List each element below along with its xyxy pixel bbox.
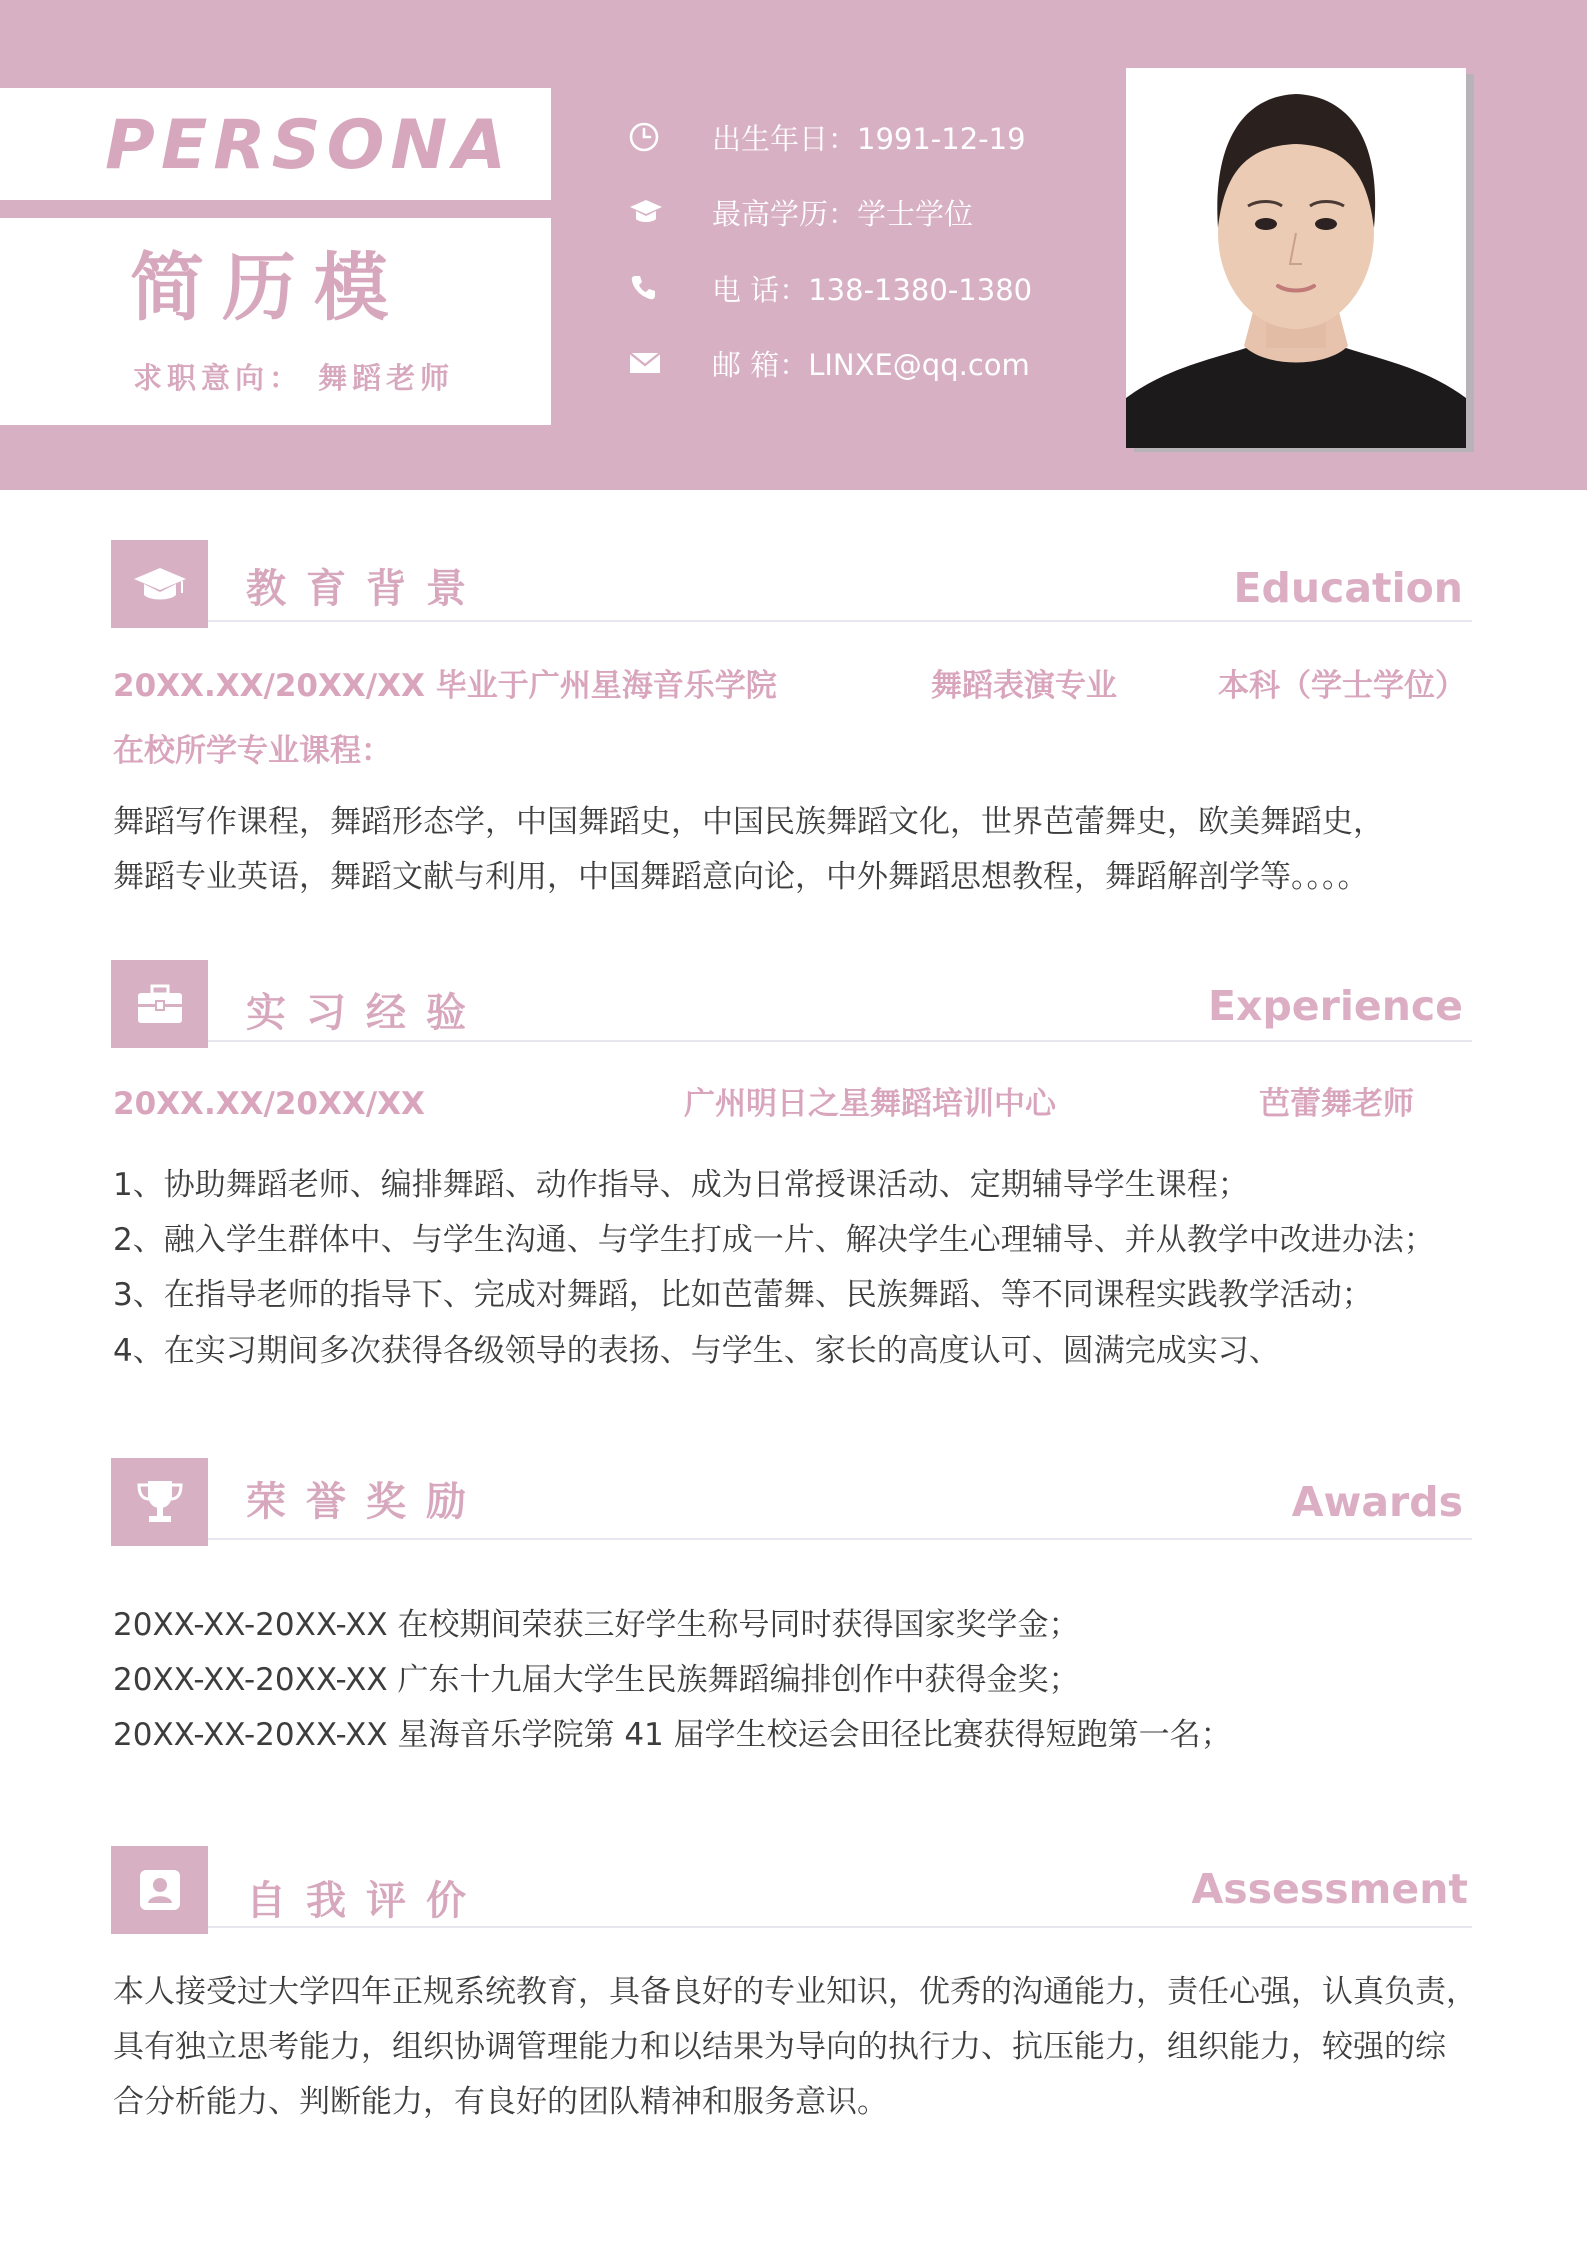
experience-period: 20XX.XX/20XX/XX [113,1086,425,1122]
profile-photo [1126,68,1466,448]
courses-label: 在校所学专业课程： [113,733,392,769]
experience-divider [208,1040,1472,1042]
education-major: 舞蹈表演专业 [931,668,1117,704]
experience-item: 2、融入学生群体中、与学生沟通、与学生打成一片、解决学生心理辅导、并从教学中改进办法； [113,1222,1435,1258]
phone-icon [628,268,678,308]
trophy-icon [134,1478,186,1526]
assessment-section-icon [111,1846,208,1934]
experience-item: 1、协助舞蹈老师、编排舞蹈、动作指导、成为日常授课活动、定期辅导学生课程； [113,1167,1249,1203]
info-phone [628,262,1088,314]
assessment-line: 具有独立思考能力，组织协调管理能力和以结果为导向的执行力、抗压能力，组织能力，较强的综 [113,2029,1446,2065]
experience-company: 广州明日之星舞蹈培训中心 [684,1086,1056,1122]
info-birthdate-text: 出生年日：1991-12-19 [712,121,1026,156]
assessment-line: 本人接受过大学四年正规系统教育，具备良好的专业知识，优秀的沟通能力，责任心强，认真负责， [113,1974,1477,2010]
education-title: 教育背景 [246,566,486,612]
user-card-icon [137,1867,183,1913]
experience-section-icon [111,960,208,1048]
experience-title-en: Experience [1208,982,1463,1030]
education-section-icon [111,540,208,628]
graduation-cap-icon [628,192,678,232]
envelope-icon [628,343,678,383]
awards-title-en: Awards [1291,1478,1463,1526]
info-education-text: 最高学历：学士学位 [712,196,974,231]
document-title: 简历模 [130,245,406,331]
clock-icon [628,117,678,157]
assessment-divider [208,1926,1472,1928]
education-period-school: 20XX.XX/20XX/XX 毕业于广州星海音乐学院 [113,668,777,704]
graduation-cap-icon [130,563,190,605]
awards-divider [208,1538,1472,1540]
job-intent: 求职意向： 舞蹈老师 [133,361,455,395]
persona-logo: PERSONA [105,106,512,185]
award-item: 20XX-XX-20XX-XX 星海音乐学院第 41 届学生校运会田径比赛获得短跑第一名； [113,1717,1232,1753]
awards-section-icon [111,1458,208,1546]
info-birthdate [628,111,1088,163]
experience-item: 3、在指导老师的指导下、完成对舞蹈，比如芭蕾舞、民族舞蹈、等不同课程实践教学活动； [113,1277,1373,1313]
experience-title: 实习经验 [246,990,486,1036]
award-item: 20XX-XX-20XX-XX 在校期间荣获三好学生称号同时获得国家奖学金； [113,1607,1080,1643]
info-phone-text: 电 话：138-1380-1380 [712,272,1033,307]
info-education [628,186,1088,238]
experience-role: 芭蕾舞老师 [1259,1086,1414,1122]
education-degree: 本科（学士学位） [1218,668,1466,704]
info-email-text: 邮 箱：LINXE@qq.com [712,347,1030,382]
awards-title: 荣誉奖励 [246,1479,486,1525]
education-divider [208,620,1472,622]
award-item: 20XX-XX-20XX-XX 广东十九届大学生民族舞蹈编排创作中获得金奖； [113,1662,1080,1698]
info-email [628,337,1088,389]
assessment-line: 合分析能力、判断能力，有良好的团队精神和服务意识。 [113,2084,888,2120]
assessment-title-en: Assessment [1191,1865,1468,1913]
courses-line: 舞蹈专业英语，舞蹈文献与利用，中国舞蹈意向论，中外舞蹈思想教程，舞蹈解剖学等。。。。 [113,859,1369,895]
experience-item: 4、在实习期间多次获得各级领导的表扬、与学生、家长的高度认可、圆满完成实习、 [113,1333,1280,1369]
courses-line: 舞蹈写作课程，舞蹈形态学，中国舞蹈史，中国民族舞蹈文化，世界芭蕾舞史，欧美舞蹈史， [113,804,1384,840]
assessment-title: 自我评价 [246,1878,486,1924]
education-title-en: Education [1233,564,1463,612]
briefcase-icon [135,982,185,1026]
